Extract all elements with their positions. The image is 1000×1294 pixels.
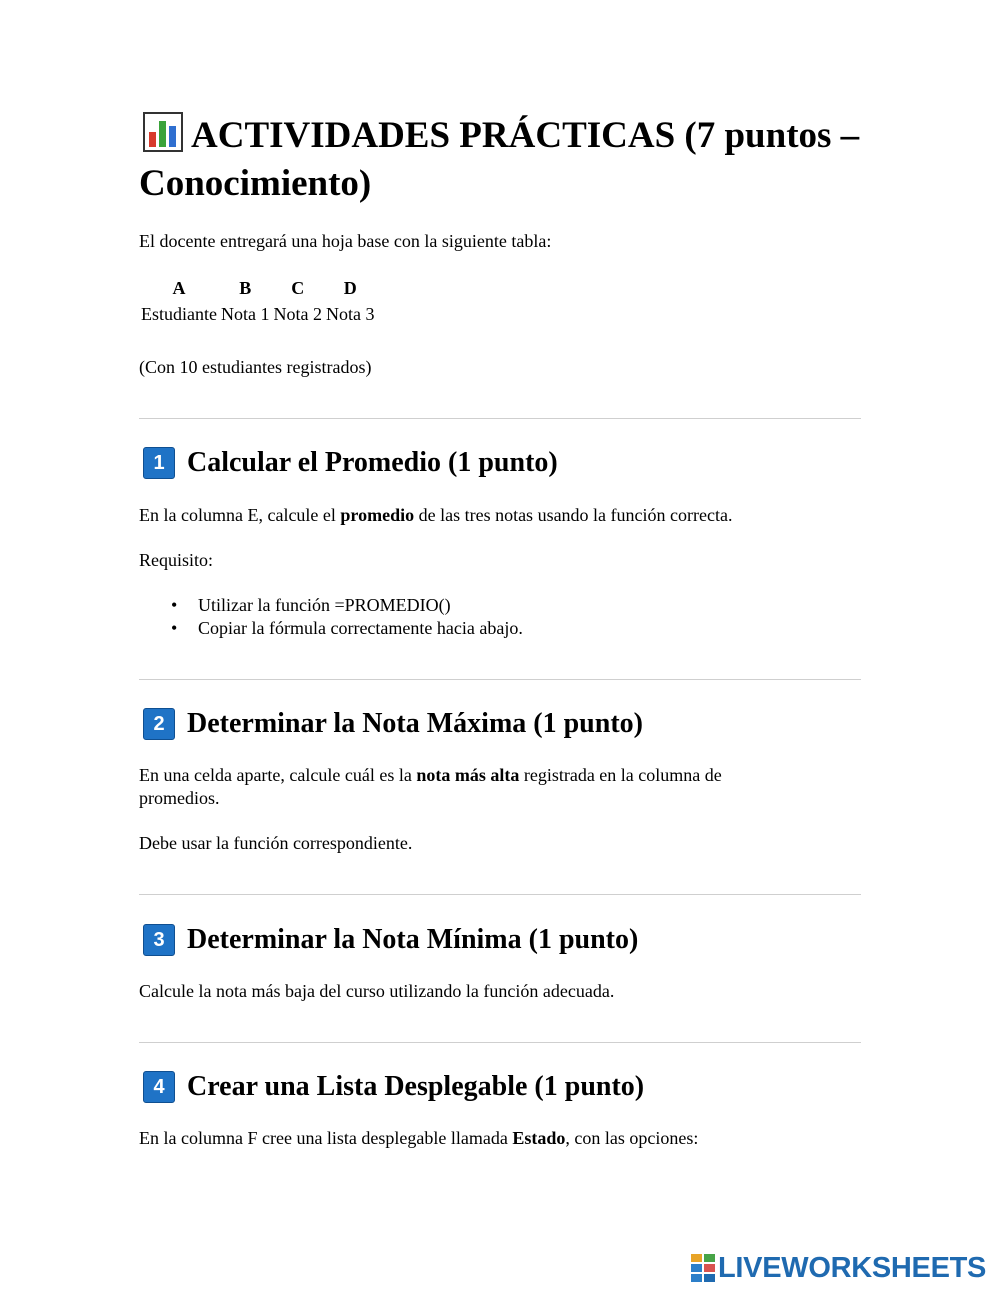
- page-title-text: ACTIVIDADES PRÁCTICAS (7 puntos – Conocimiento): [139, 115, 860, 204]
- list-item: • Copiar la fórmula correctamente hacia abajo.: [198, 617, 523, 640]
- students-note: (Con 10 estudiantes registrados): [139, 357, 372, 377]
- bar-chart-icon: [143, 112, 183, 152]
- table-header-cell: C: [291, 278, 305, 298]
- intro-text: El docente entregará una hoja base con la siguiente tabla:: [139, 231, 552, 251]
- text-run: En la columna E, calcule el: [139, 505, 341, 525]
- table-cell: Nota 1: [220, 304, 270, 324]
- base-table: [139, 278, 376, 330]
- section-3-text: Calcule la nota más baja del curso utilizando la función adecuada.: [139, 981, 615, 1001]
- section-3-heading: [143, 922, 638, 958]
- text-run: , con las opciones:: [565, 1128, 699, 1148]
- number-2-badge-icon: 2: [143, 708, 175, 740]
- logo-text: LIVEWORKSHEETS: [718, 1252, 987, 1284]
- section-4-text: [139, 1127, 839, 1150]
- table-cell: Nota 3: [325, 304, 375, 324]
- section-4-heading: [143, 1069, 644, 1105]
- table-cell: Estudiante: [141, 304, 217, 324]
- table-header-cell: B: [239, 278, 252, 298]
- requirement-list: [139, 594, 523, 640]
- section-1-requirement: Requisito:: [139, 550, 214, 570]
- text-run: En la columna F cree una lista desplegable llamada: [139, 1128, 513, 1148]
- section-3-title: Determinar la Nota Mínima (1 punto): [187, 924, 639, 955]
- divider: [139, 894, 861, 895]
- table-header-row: [139, 278, 376, 304]
- table-header-cell: A: [172, 278, 186, 298]
- table-header-cell: D: [343, 278, 357, 298]
- bold-text: promedio: [340, 505, 415, 525]
- divider: [139, 679, 861, 680]
- divider: [139, 418, 861, 419]
- section-2-title: Determinar la Nota Máxima (1 punto): [187, 708, 643, 739]
- page-title: [139, 112, 861, 208]
- liveworksheets-logo: [691, 1253, 986, 1283]
- number-3-badge-icon: 3: [143, 924, 175, 956]
- liveworksheets-logo-icon: [691, 1254, 715, 1282]
- section-2-heading: [143, 706, 643, 742]
- text-run: registrada en la columna de promedios.: [139, 765, 722, 808]
- number-1-badge-icon: 1: [143, 447, 175, 479]
- text-run: de las tres notas usando la función correcta.: [414, 505, 733, 525]
- section-1-text: [139, 504, 839, 527]
- number-4-badge-icon: 4: [143, 1071, 175, 1103]
- divider: [139, 1042, 861, 1043]
- list-item: • Utilizar la función =PROMEDIO(): [198, 594, 523, 617]
- section-1-heading: [143, 445, 558, 481]
- table-row: [139, 304, 376, 330]
- section-2-text: [139, 764, 799, 810]
- table-cell: Nota 2: [273, 304, 322, 324]
- text-run: En una celda aparte, calcule cuál es la: [139, 765, 417, 785]
- bold-text: nota más alta: [416, 765, 520, 785]
- section-4-title: Crear una Lista Desplegable (1 punto): [187, 1071, 645, 1102]
- bold-text: Estado: [512, 1128, 566, 1148]
- section-2-note: Debe usar la función correspondiente.: [139, 833, 413, 853]
- section-1-title: Calcular el Promedio (1 punto): [187, 447, 558, 478]
